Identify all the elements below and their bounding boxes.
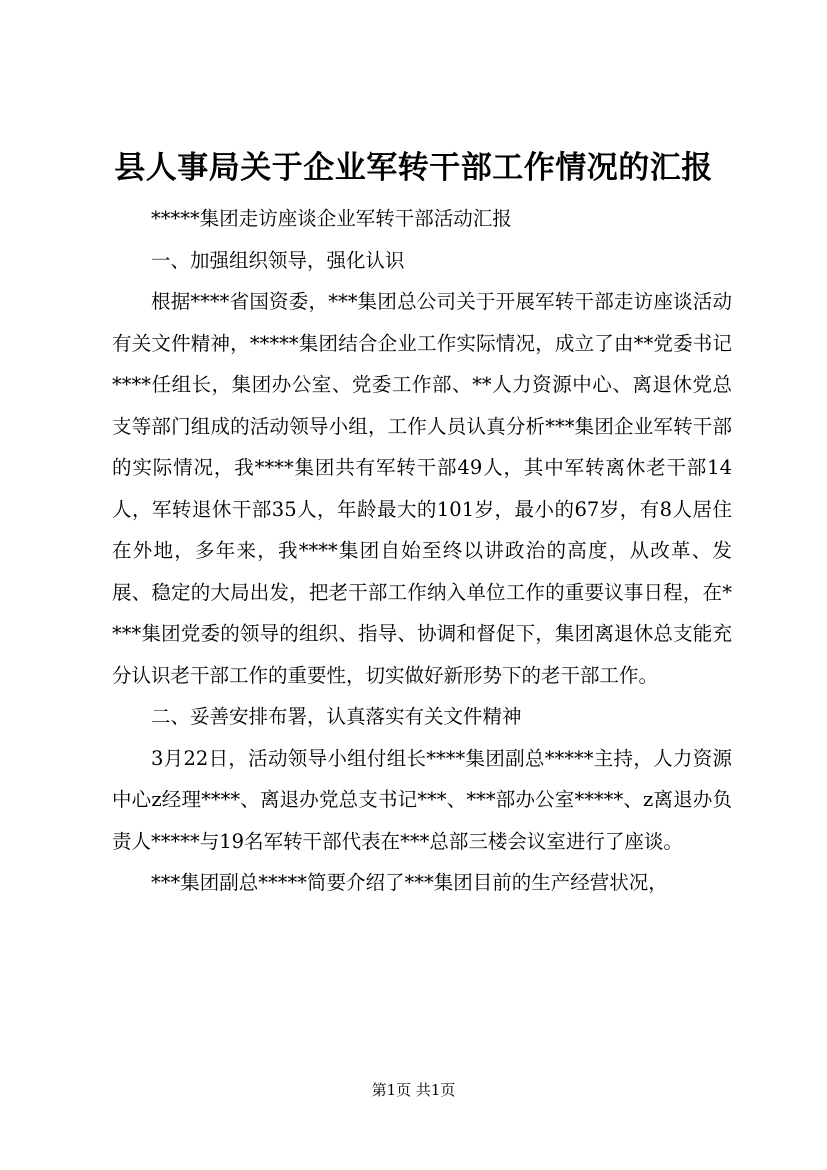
paragraph-subtitle: *****集团走访座谈企业军转干部活动汇报 [151, 207, 512, 230]
paragraph-body-1: 根据****省国资委，***集团总公司关于开展军转干部走访座谈活动有关文件精神，*****集团结合企业工作实际情况，成立了由**党委书记****任组长，集团办公室、党委工作部、**人力资源中心、离退休党总支等部门组成的活动领导小组，工作人员认真分析***集团企业军转干部的实际情况，我****集团共有军转干部49人，其中军转离休老干部14人，军转退休干部35人，年龄最大的101岁，最小的67岁，有8人居住在外地，多年来，我****集团自始至终以讲政治的高度，从改革、发展、稳定的大局出发，把老干部工作纳入单位工作的重要议事日程，在****集团党委的领导的组织、指导、协调和督促下，集团离退休总支能充分认识老干部工作的重要性，切实做好新形势下的老干部工作。 [112, 290, 732, 687]
page-footer: 第1页 共1页 [371, 1081, 456, 1099]
paragraph-heading-2: 二、妥善安排布署，认真落实有关文件精神 [151, 705, 522, 728]
paragraph-body-2: 3月22日，活动领导小组付组长****集团副总*****主持，人力资源中心z经理****、离退办党总支书记***、***部办公室*****、z离退办负责人*****与19名军转干部代表在***总部三楼会议室进行了座谈。 [112, 746, 732, 853]
paragraph-body-3: ***集团副总*****简要介绍了***集团目前的生产经营状况， [151, 871, 668, 894]
document-title: 县人事局关于企业军转干部工作情况的汇报 [114, 150, 713, 186]
document-body [112, 198, 732, 904]
paragraph-heading-1: 一、加强组织领导，强化认识 [151, 248, 405, 272]
